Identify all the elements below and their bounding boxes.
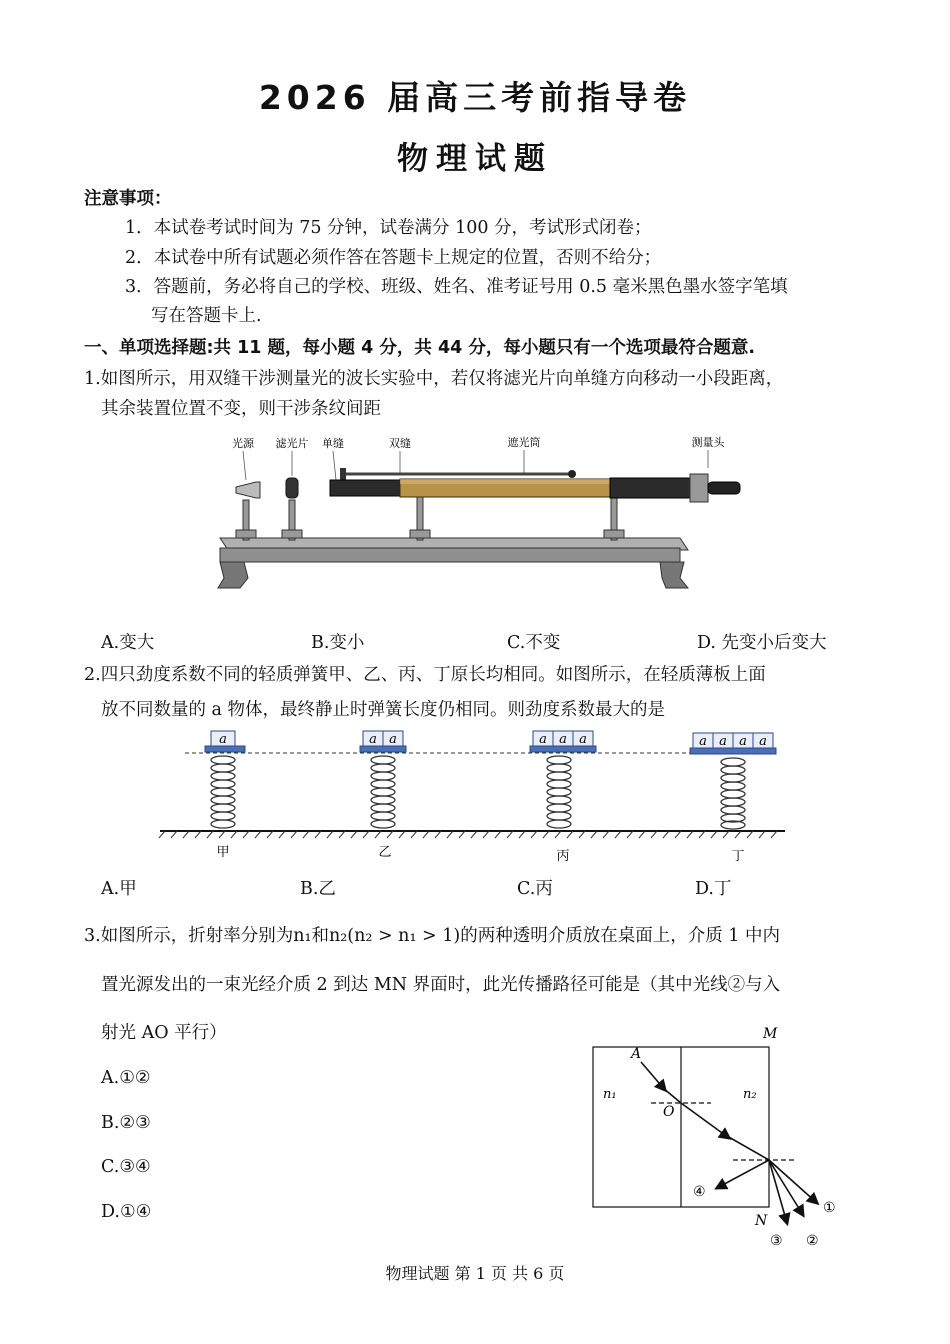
q3-text-line3: 射光 AO 平行） — [101, 1023, 227, 1043]
optical-bench — [218, 538, 688, 588]
block-a: a — [389, 732, 397, 747]
q1-option-c: C.不变 — [507, 633, 561, 653]
notice-item-3-cont: 写在答题卡上. — [151, 306, 262, 326]
label-filter: 滤光片 — [275, 437, 309, 450]
page-subtitle: 物理试题 — [397, 141, 553, 177]
q2-springs-figure — [155, 728, 795, 868]
block-a: a — [539, 732, 547, 747]
block-a: a — [739, 734, 747, 749]
label-single-slit: 单缝 — [322, 437, 344, 450]
q2-option-d: D.丁 — [695, 879, 732, 899]
label-ray-1: ① — [823, 1200, 836, 1216]
block-a: a — [219, 732, 227, 747]
page-footer: 物理试题 第 1 页 共 6 页 — [385, 1264, 565, 1283]
spring-bing — [530, 731, 596, 864]
q1-text-line1: 1.如图所示，用双缝干涉测量光的波长实验中，若仅将滤光片向单缝方向移动一小段距离， — [84, 369, 784, 389]
label-a: A — [631, 1046, 642, 1062]
block-a: a — [699, 734, 707, 749]
q1-apparatus-figure — [200, 430, 760, 600]
q2-option-b: B.乙 — [300, 879, 336, 899]
block-a: a — [759, 734, 767, 749]
block-a: a — [369, 732, 377, 747]
spring-label-bing: 丙 — [556, 849, 570, 864]
spring-ding — [690, 733, 776, 864]
q1-option-a: A.变大 — [101, 633, 155, 653]
q3-option-d: D.①④ — [101, 1202, 152, 1222]
notice-item-1: 1．本试卷考试时间为 75 分钟，试卷满分 100 分，考试形式闭卷； — [125, 218, 652, 238]
ray-2 — [769, 1160, 803, 1215]
page-title: 2026 届高三考前指导卷 — [258, 78, 692, 117]
label-ray-4: ④ — [693, 1184, 706, 1200]
q3-option-c: C.③④ — [101, 1157, 151, 1177]
spring-label-ding: 丁 — [731, 849, 745, 864]
q2-text-line2: 放不同数量的 a 物体，最终静止时弹簧长度仍相同。则劲度系数最大的是 — [101, 700, 666, 720]
q1-option-b: B.变小 — [311, 633, 365, 653]
label-double-slit: 双缝 — [389, 437, 411, 450]
q3-text-line2: 置光源发出的一束光经介质 2 到达 MN 界面时，此光传播路径可能是（其中光线②与入 — [101, 975, 781, 995]
label-light-source: 光源 — [232, 437, 254, 450]
ray-3 — [769, 1160, 787, 1223]
q3-option-a: A.①② — [101, 1068, 151, 1088]
label-o: O — [663, 1104, 675, 1120]
slit-assembly — [330, 480, 410, 496]
label-n1: n₁ — [603, 1087, 617, 1102]
spring-label-yi: 乙 — [378, 845, 392, 860]
q3-refraction-figure — [585, 1020, 845, 1255]
q3-option-b: B.②③ — [101, 1113, 151, 1133]
label-measure-head: 测量头 — [691, 436, 725, 449]
ray-4 — [717, 1160, 769, 1188]
q2-option-a: A.甲 — [101, 879, 137, 899]
label-tube: 遮光筒 — [507, 436, 541, 449]
light-source — [236, 482, 260, 498]
q3-text-line1: 3.如图所示，折射率分别为n₁和n₂(n₂ > n₁ > 1)的两种透明介质放在桌面上，介质 1 中内 — [84, 926, 780, 946]
measuring-head — [690, 474, 708, 502]
q2-text-line1: 2.四只劲度系数不同的轻质弹簧甲、乙、丙、丁原长均相同。如图所示，在轻质薄板上面 — [84, 665, 766, 685]
q2-option-c: C.丙 — [517, 879, 553, 899]
q1-text-line2: 其余装置位置不变，则干涉条纹间距 — [101, 399, 381, 419]
block-a: a — [579, 732, 587, 747]
notice-heading: 注意事项： — [84, 189, 172, 209]
spring-label-jia: 甲 — [216, 845, 230, 860]
block-a: a — [559, 732, 567, 747]
notice-item-3: 3．答题前，务必将自己的学校、班级、姓名、准考证号用 0.5 毫米黑色墨水签字笔填 — [125, 277, 788, 297]
ray-1 — [769, 1160, 817, 1203]
spring-jia — [205, 731, 245, 860]
section-heading: 一、单项选择题:共 11 题，每小题 4 分，共 44 分，每小题只有一个选项最符合题意. — [84, 338, 756, 358]
label-n2: n₂ — [743, 1087, 757, 1102]
filter — [286, 478, 298, 498]
label-m: M — [763, 1026, 778, 1042]
label-ray-2: ② — [806, 1233, 819, 1249]
q1-option-d: D. 先变小后变大 — [697, 633, 827, 653]
block-a: a — [719, 734, 727, 749]
label-n: N — [755, 1213, 768, 1229]
notice-item-2: 2．本试卷中所有试题必须作答在答题卡上规定的位置，否则不给分； — [125, 248, 662, 268]
label-ray-3: ③ — [770, 1233, 783, 1249]
spring-yi — [360, 731, 406, 860]
